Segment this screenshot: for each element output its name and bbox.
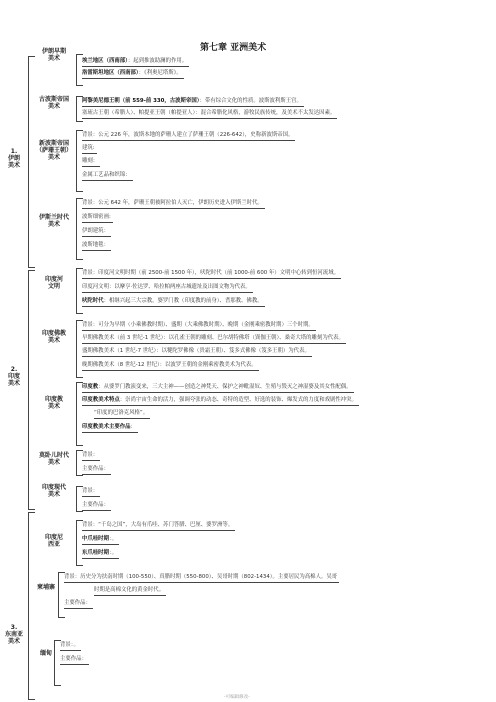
line-underline: [94, 418, 150, 419]
content-line: [82, 550, 117, 557]
line-underline: [64, 582, 339, 583]
line-underline: [82, 222, 113, 223]
line-underline: [82, 180, 133, 181]
line-underline: [82, 370, 259, 371]
line-text: 波斯细密画:: [82, 214, 111, 220]
topic-label: 古波斯帝国 美术: [38, 96, 69, 110]
line-underline: [82, 140, 295, 141]
line-text: 主要作品：: [60, 656, 87, 662]
line-text: 金属工艺品和织锦：: [82, 172, 131, 178]
line-underline: [60, 664, 89, 665]
line-underline: [82, 306, 265, 307]
line-bold-text: 中爪哇时期: [82, 536, 109, 542]
line-underline: [82, 530, 235, 531]
content-line: [82, 466, 109, 473]
line-text: 伊朗建筑：: [82, 228, 109, 234]
topic-label: 印度佛教 美术: [41, 330, 66, 344]
line-text: ：: [130, 424, 136, 430]
content-line: [82, 397, 357, 404]
line-underline: [82, 292, 253, 293]
line-text: “印度的巴洛克风格”。: [94, 410, 149, 416]
line-text: ：。: [108, 536, 118, 542]
line-underline: [82, 558, 119, 559]
content-line: [82, 145, 95, 152]
topic-label: 印度教 美术: [44, 396, 63, 410]
content-line: [82, 502, 109, 509]
line-text: 背景：历史分为扶南时期（100-550）、真腊时期（550-800）、吴哥时期（802-1434）。主要居民为高棉人。吴哥: [64, 574, 338, 580]
content-line: [64, 600, 91, 607]
content-line: [82, 132, 293, 139]
line-underline: [82, 510, 111, 511]
line-underline: [82, 106, 304, 107]
topic-label: 伊朗早期 美术: [41, 48, 66, 62]
line-bold-text: 吠陀时代: [82, 298, 104, 304]
line-text: ：崇尚宇宙生命的活力，强调夸张的动态、奇特的造型、好选的装饰、爆发式的力度和戏剧性冲突。: [119, 397, 357, 403]
content-line: [82, 110, 335, 117]
topic-label: 印度现代 美术: [41, 484, 66, 498]
line-text: 晚期佛教美术（8 世纪-12 世纪）：以波罗王朝的金刚乘密教美术为代表。: [82, 362, 257, 368]
line-underline: [82, 250, 111, 251]
section-india-label: 2. 印度 美术: [7, 366, 20, 387]
line-bold-text: 印度教美术特点: [82, 397, 120, 403]
content-line: [82, 172, 131, 179]
line-bold-text: 印度教美术主要作品: [82, 424, 131, 430]
line-underline: [82, 330, 316, 331]
content-line: [60, 642, 79, 649]
line-underline: [82, 356, 312, 357]
line-text: 建筑:: [82, 145, 95, 151]
content-line: [82, 536, 117, 543]
line-underline: [82, 405, 359, 406]
content-line: [82, 284, 251, 291]
section-sea-label: 3. 东南亚 美术: [4, 624, 23, 645]
line-text: 背景：印度河文明时期（前 2500-前 1500 年），吠陀时代（前 1000-前 600 年）文明中心转到恒河流域。: [82, 270, 339, 276]
line-text: ：《利奥尼塔斯》。: [138, 70, 182, 76]
line-text: ：起到推波助澜的作用。: [127, 58, 188, 64]
topic-label: 缅甸: [39, 650, 52, 657]
content-line: [82, 58, 187, 65]
bracket-india: [28, 270, 35, 510]
topic-label: 柬埔寨: [36, 584, 55, 591]
page-title: 第七章 亚洲美术: [200, 43, 267, 53]
line-underline: [82, 474, 111, 475]
content-line: [82, 98, 302, 105]
line-underline: [82, 544, 119, 545]
content-line: [82, 214, 111, 221]
content-line: [60, 656, 87, 663]
line-underline: [82, 236, 111, 237]
line-text: 早期佛教美术（前 3 世纪-1 世纪）：以孔雀王朝的雕刻、巴尔胡特佛塔（巽伽王朝）、桑奇大塔的雕刻为代表。: [82, 335, 344, 341]
line-bold-text: 东爪哇时期: [82, 550, 109, 556]
line-underline: [82, 278, 341, 279]
line-underline: [82, 153, 97, 154]
line-text: 塞琉古王朝（希腊人）、帕提亚王朝（帕提亚人）：混合希腊化风格，游牧民族传统，及美术不太发达因素。: [82, 110, 336, 116]
line-underline: [94, 595, 166, 596]
line-underline: [82, 496, 100, 497]
line-text: 波斯地毯：: [82, 242, 109, 248]
line-text: ：带有综合文化的性质。波斯波利斯王宫。: [199, 98, 302, 104]
content-line: [82, 228, 109, 235]
line-underline: [82, 392, 354, 393]
line-text: 盛期佛教美术（1 世纪-7 世纪）：以犍陀罗佛像（贵霜王朝）、笈多式佛像（笈多王朝）为代表。: [82, 348, 310, 354]
line-text: 背景：: [82, 452, 99, 458]
line-bold-text: 埃兰地区（西南部）: [82, 58, 128, 64]
line-text: 背景：“千岛之国”，大岛有爪哇、苏门答腊、巴厘、婆罗洲等。: [82, 522, 234, 528]
content-line: [82, 322, 314, 329]
line-text: 背景：公元 226 年，波斯本地的萨珊人建立了萨珊王朝（226-642），史称新波斯帝国。: [82, 132, 294, 138]
line-text: 时期是高棉文化的黄金时代。: [94, 587, 165, 593]
page-footer: -可编辑修改-: [224, 695, 250, 700]
content-line: [82, 200, 263, 207]
line-underline: [82, 78, 184, 79]
topic-label: 印度尼 西亚: [44, 534, 63, 548]
line-underline: [60, 650, 81, 651]
section-iran-label: 1. 伊朗 美术: [7, 148, 20, 169]
line-text: 背景：。: [60, 642, 79, 648]
content-line: [82, 424, 136, 431]
content-line: [82, 452, 98, 459]
line-underline: [64, 608, 93, 609]
content-line: [82, 298, 263, 305]
line-underline: [82, 208, 265, 209]
content-line: [82, 70, 182, 77]
topic-label: 莫卧儿时代 美术: [38, 452, 69, 466]
line-bold-text: 印度教: [82, 384, 99, 390]
line-text: 印度河文明：以摩亨·佐达罗、哈拉帕两座古城遗址及出图文物为代表。: [82, 284, 251, 290]
line-bold-text: 洛雷斯坦地区（西南部）: [82, 70, 139, 76]
topic-label: 印度河 文明: [44, 276, 63, 290]
line-underline: [82, 66, 189, 67]
line-text: 主要作品：: [82, 466, 109, 472]
content-line: [82, 158, 98, 165]
content-line: [82, 384, 352, 391]
topic-label: 伊斯兰时代 美术: [38, 214, 69, 228]
line-text: ：从婆罗门教演变来，三大主神——创造之神梵天、保护之神毗湿奴、生殖与毁灭之神湿婆及其女性配偶。: [98, 384, 352, 390]
content-line: [82, 242, 109, 249]
content-line: [82, 488, 98, 495]
content-line: [82, 348, 310, 355]
line-underline: [82, 118, 337, 119]
content-line: [82, 335, 344, 342]
line-text: 主要作品：: [64, 600, 91, 606]
line-text: 雕刻：: [82, 158, 99, 164]
line-text: 主要作品：: [82, 502, 109, 508]
line-bold-text: 阿黎美尼德王朝（前 559-前 330，古波斯帝国）: [82, 98, 200, 104]
content-line: [82, 362, 257, 369]
content-line: [64, 574, 337, 581]
line-underline: [82, 343, 346, 344]
line-text: 背景：公元 642 年，萨珊王朝被阿拉伯人灭亡，伊朗历史进入伊斯兰时代。: [82, 200, 263, 206]
content-line: [82, 270, 339, 277]
line-underline: [82, 460, 100, 461]
content-line: [94, 587, 164, 594]
line-text: ：相继兴起三大宗教，婆罗门教（印度教的前身）、耆那教、佛教。: [103, 298, 263, 304]
line-text: 背景：可分为早期（小乘佛教时期）、盛期（大乘佛教时期）、晚期（金刚乘密教时期）三个时期。: [82, 322, 314, 328]
line-underline: [82, 166, 100, 167]
content-line: [94, 410, 148, 417]
line-text: ：。: [108, 550, 118, 556]
topic-label: 新波斯帝国 （萨珊王朝） 美术: [35, 140, 72, 161]
bracket-iran: [28, 56, 35, 268]
line-text: 背景：: [82, 488, 99, 494]
content-line: [82, 522, 233, 529]
line-underline: [82, 432, 138, 433]
